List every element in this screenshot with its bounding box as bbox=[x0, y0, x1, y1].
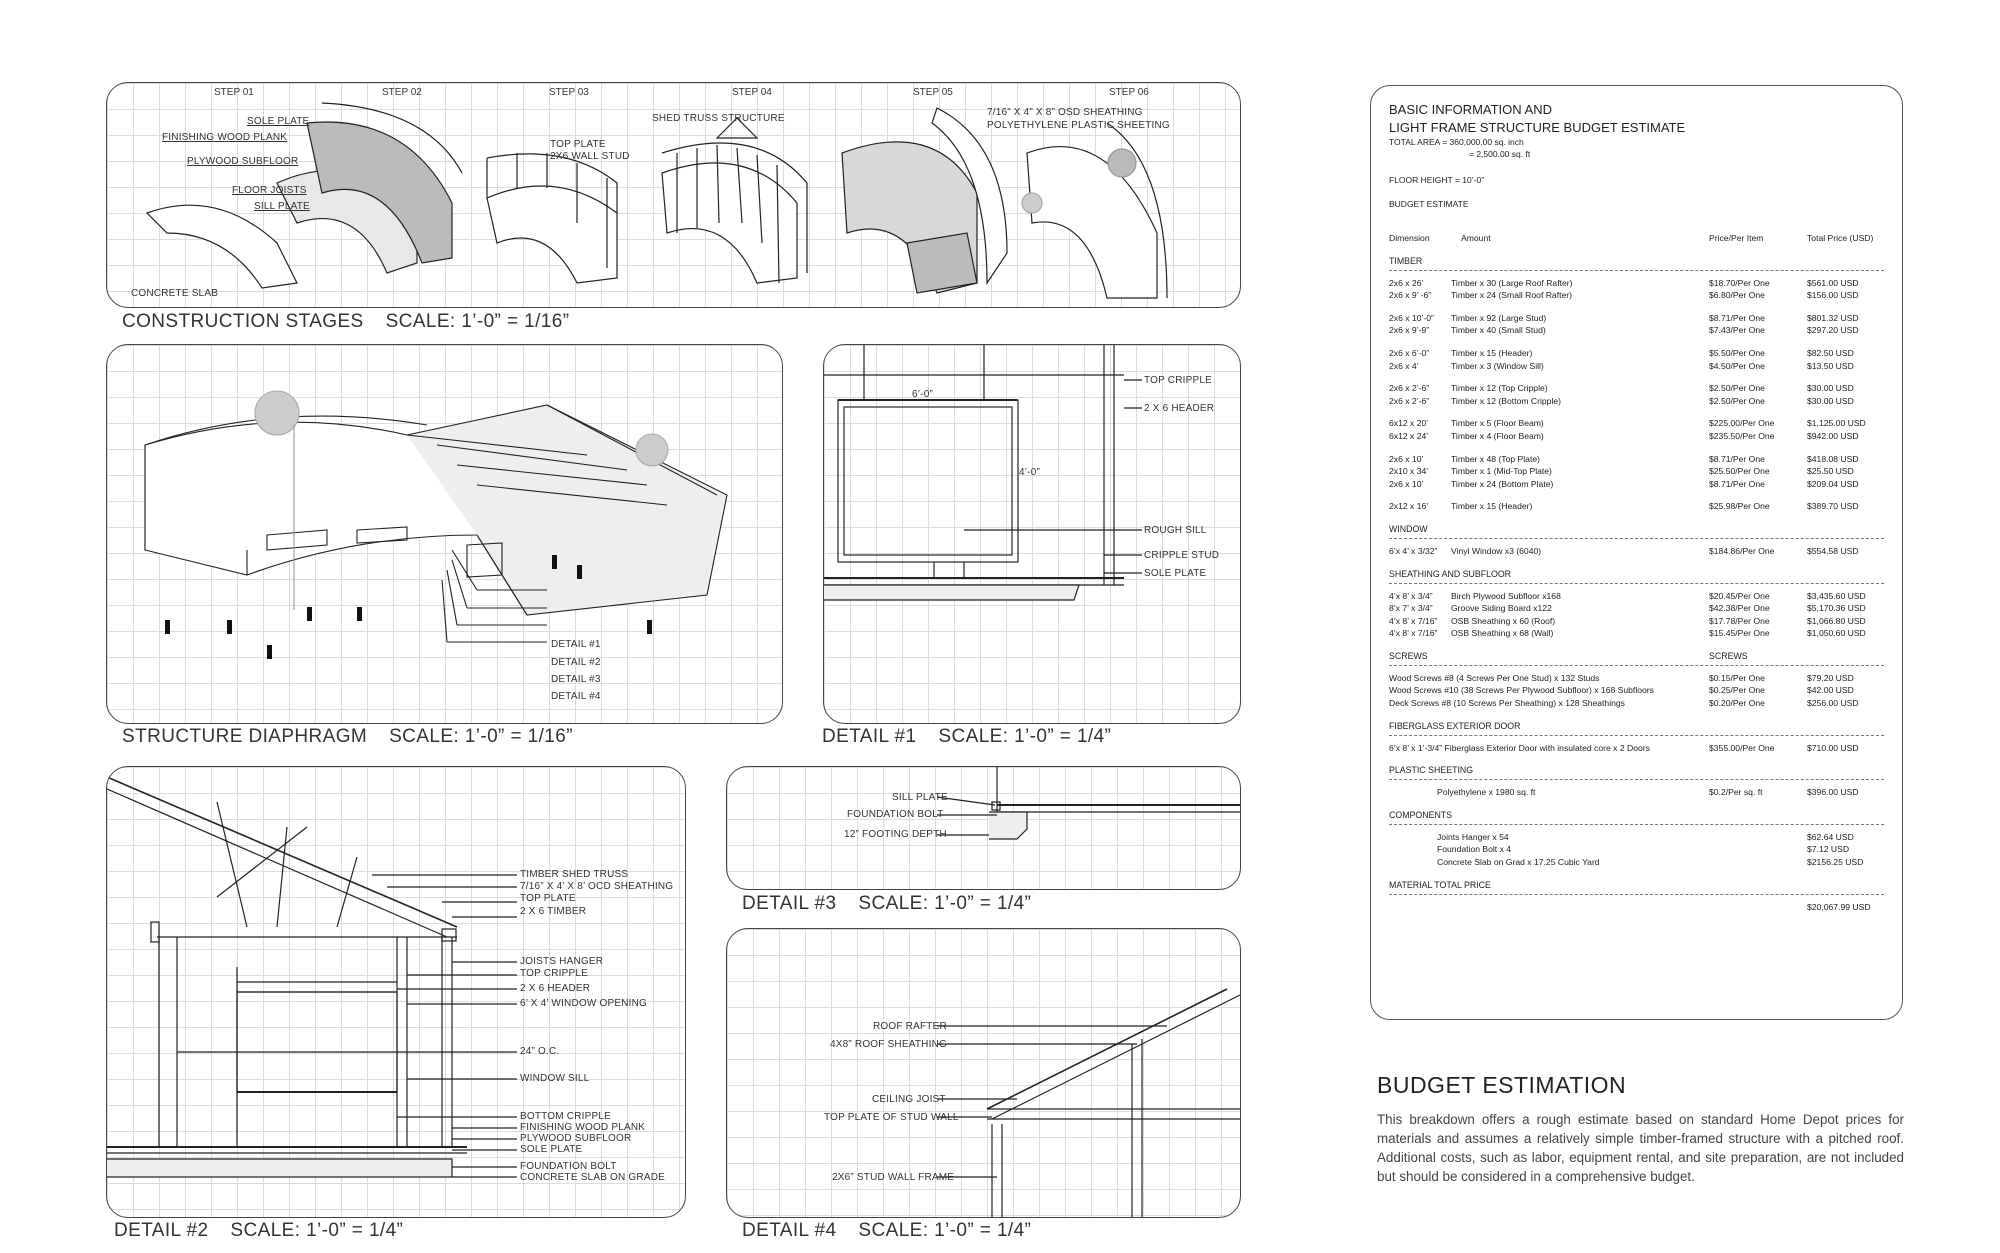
detail-label: SOLE PLATE bbox=[520, 1144, 583, 1155]
section-window: WINDOW bbox=[1389, 523, 1428, 534]
detail-label: 2 X 6 TIMBER bbox=[520, 906, 587, 917]
table-row bbox=[1389, 277, 1884, 290]
detail-4-caption bbox=[742, 1220, 1031, 1242]
detail-4-drawing bbox=[727, 929, 1241, 1218]
col-total: Total Price (USD) bbox=[1807, 233, 1874, 243]
detail-label: 2 X 6 HEADER bbox=[520, 983, 591, 994]
row-price: $5.50/Per One bbox=[1709, 347, 1765, 358]
budget-title-line1: BASIC INFORMATION AND bbox=[1389, 102, 1552, 117]
row-price: $25.50/Per One bbox=[1709, 466, 1770, 477]
detail-label: JOISTS HANGER bbox=[520, 956, 604, 967]
row-total: $79.20 USD bbox=[1807, 672, 1854, 683]
row-amount: Timber x 92 (Large Stud) bbox=[1451, 312, 1547, 323]
construction-stages-panel bbox=[106, 82, 1241, 308]
table-row bbox=[1389, 395, 1884, 408]
detail-label: SILL PLATE bbox=[892, 792, 948, 803]
table-row bbox=[1389, 289, 1884, 302]
row-total: $62.64 USD bbox=[1807, 831, 1854, 842]
caption-title: DETAIL #2 bbox=[114, 1220, 209, 1241]
detail-label: 2 X 6 HEADER bbox=[1144, 403, 1215, 414]
row-price: $0.15/Per One bbox=[1709, 672, 1765, 683]
row-amount: OSB Sheathing x 60 (Roof) bbox=[1451, 615, 1556, 626]
row-total: $82.50 USD bbox=[1807, 347, 1854, 358]
detail-3-caption bbox=[742, 893, 1031, 915]
detail-2-panel bbox=[106, 766, 686, 1218]
caption-title: DETAIL #4 bbox=[742, 1220, 837, 1241]
step-label: STEP 06 bbox=[1109, 87, 1149, 98]
row-dimension: 2x12 x 16’ bbox=[1389, 501, 1429, 512]
detail-label: 4X8” ROOF SHEATHING bbox=[830, 1039, 947, 1050]
detail-label: CRIPPLE STUD bbox=[1144, 550, 1220, 561]
detail-label: FOUNDATION BOLT bbox=[847, 809, 944, 820]
row-total: $256.00 USD bbox=[1807, 698, 1859, 709]
row-total: $209.04 USD bbox=[1807, 478, 1859, 489]
col-amount: Amount bbox=[1461, 233, 1491, 243]
caption-scale: SCALE: 1’-0” = 1/16” bbox=[389, 726, 573, 747]
material-total-row bbox=[1389, 901, 1884, 914]
section-door: FIBERGLASS EXTERIOR DOOR bbox=[1389, 720, 1521, 731]
row-amount: Timber x 1 (Mid-Top Plate) bbox=[1451, 466, 1552, 477]
row-amount: Timber x 12 (Bottom Cripple) bbox=[1451, 395, 1561, 406]
row-price: $42.38/Per One bbox=[1709, 603, 1770, 614]
row-total: $1,050.60 USD bbox=[1807, 628, 1866, 639]
detail-label: TOP CRIPPLE bbox=[520, 968, 588, 979]
row-dimension: 2x6 x 9’-9” bbox=[1389, 325, 1430, 336]
screws-rows bbox=[1389, 672, 1884, 710]
row-price: $225.00/Per One bbox=[1709, 418, 1775, 429]
label-sill-plate: SILL PLATE bbox=[254, 201, 310, 212]
detail-4-panel bbox=[726, 928, 1241, 1218]
screws-label: SCREWS bbox=[1389, 650, 1428, 661]
row-total: $2156.25 USD bbox=[1807, 857, 1864, 868]
row-item: Foundation Bolt x 4 bbox=[1437, 844, 1512, 855]
table-header bbox=[1389, 232, 1884, 245]
row-total: $389.70 USD bbox=[1807, 501, 1859, 512]
sheathing-rows bbox=[1389, 590, 1884, 640]
table-row bbox=[1389, 347, 1884, 360]
row-price: $235.50/Per One bbox=[1709, 430, 1775, 441]
material-total-label: MATERIAL TOTAL PRICE bbox=[1389, 879, 1491, 890]
detail-callout: DETAIL #1 bbox=[551, 639, 601, 650]
row-amount: Timber x 4 (Floor Beam) bbox=[1451, 430, 1544, 441]
budget-estimation-text: This breakdown offers a rough estimate based on standard Home Depot prices for materials and assumes a relatively simple timber-framed structure with a pitched roof. Additional costs, such as labor, equipment rental, and site preparation, are not included but should be considered in a comprehensive budget. bbox=[1377, 1112, 1904, 1184]
label-osd-sheathing: 7/16” X 4” X 8” OSD SHEATHING bbox=[987, 107, 1143, 118]
row-amount: Timber x 24 (Bottom Plate) bbox=[1451, 478, 1554, 489]
row-amount: Vinyl Window x3 (6040) bbox=[1451, 545, 1542, 556]
step-label: STEP 05 bbox=[913, 87, 953, 98]
table-row bbox=[1389, 602, 1884, 615]
row-total: $1,125.00 USD bbox=[1807, 418, 1866, 429]
row-dimension: 2x10 x 34’ bbox=[1389, 466, 1429, 477]
timber-rows bbox=[1389, 277, 1884, 513]
row-total: $942.00 USD bbox=[1807, 430, 1859, 441]
detail-label: CONCRETE SLAB ON GRADE bbox=[520, 1172, 665, 1183]
window-rows bbox=[1389, 545, 1884, 558]
row-price: $184.86/Per One bbox=[1709, 545, 1775, 556]
row-price: $7.43/Per One bbox=[1709, 325, 1765, 336]
row-price: $15.45/Per One bbox=[1709, 628, 1770, 639]
row-price: $8.71/Per One bbox=[1709, 478, 1765, 489]
row-price: $4.50/Per One bbox=[1709, 360, 1765, 371]
table-row bbox=[1389, 590, 1884, 603]
detail-2-caption bbox=[114, 1220, 403, 1242]
table-row bbox=[1389, 478, 1884, 491]
row-dimension: 6x12 x 20’ bbox=[1389, 418, 1429, 429]
detail-label: TOP PLATE OF STUD WALL bbox=[824, 1112, 959, 1123]
row-dimension: 2x6 x 9’ -6” bbox=[1389, 290, 1432, 301]
table-row bbox=[1389, 615, 1884, 628]
construction-caption bbox=[122, 311, 569, 333]
budget-estimate-label: BUDGET ESTIMATE bbox=[1389, 199, 1469, 209]
row-amount: Birch Plywood Subfloor x168 bbox=[1451, 590, 1561, 601]
detail-2-drawing bbox=[107, 767, 686, 1218]
detail-label: 6’ X 4’ WINDOW OPENING bbox=[520, 998, 648, 1009]
row-item: Wood Screws #8 (4 Screws Per One Stud) x 132 Studs bbox=[1389, 672, 1600, 683]
row-item: Concrete Slab on Grad x 17.25 Cubic Yard bbox=[1437, 857, 1600, 868]
row-amount: Timber x 24 (Small Roof Rafter) bbox=[1451, 290, 1572, 301]
dimension-height: 4’-0” bbox=[1019, 467, 1041, 478]
row-item: Joints Hanger x 54 bbox=[1437, 831, 1509, 842]
caption-scale: SCALE: 1’-0” = 1/16” bbox=[385, 311, 570, 332]
dimension-width: 6’-0” bbox=[912, 389, 934, 400]
detail-label: 24” O.C. bbox=[520, 1046, 560, 1057]
table-row bbox=[1389, 742, 1884, 755]
section-screws bbox=[1389, 649, 1884, 663]
step-label: STEP 01 bbox=[214, 87, 254, 98]
label-floor-joists: FLOOR JOISTS bbox=[232, 185, 307, 196]
row-total: $554.58 USD bbox=[1807, 545, 1859, 556]
row-price: $0.25/Per One bbox=[1709, 685, 1765, 696]
table-row bbox=[1389, 684, 1884, 697]
table-row bbox=[1389, 697, 1884, 710]
table-row bbox=[1389, 545, 1884, 558]
detail-label: WINDOW SILL bbox=[520, 1073, 590, 1084]
row-total: $396.00 USD bbox=[1807, 787, 1859, 798]
total-area-sqft: = 2,500.00 sq. ft bbox=[1469, 149, 1531, 159]
caption-title: STRUCTURE DIAPHRAGM bbox=[122, 726, 368, 747]
row-total: $5,170.36 USD bbox=[1807, 603, 1866, 614]
row-total: $297.20 USD bbox=[1807, 325, 1859, 336]
row-dimension: 2x6 x 10’ bbox=[1389, 478, 1424, 489]
row-total: $13.50 USD bbox=[1807, 360, 1854, 371]
row-amount: Timber x 30 (Large Roof Rafter) bbox=[1451, 277, 1573, 288]
row-price: $0.20/Per One bbox=[1709, 698, 1765, 709]
detail-callout: DETAIL #3 bbox=[551, 674, 601, 685]
detail-label: TOP PLATE bbox=[520, 893, 576, 904]
detail-label: TIMBER SHED TRUSS bbox=[520, 869, 629, 880]
row-amount: OSB Sheathing x 68 (Wall) bbox=[1451, 628, 1554, 639]
caption-scale: SCALE: 1’-0” = 1/4” bbox=[230, 1220, 404, 1241]
detail-1-caption bbox=[822, 726, 1111, 748]
step-label: STEP 02 bbox=[382, 87, 422, 98]
row-item: Deck Screws #8 (10 Screws Per Sheathing) x 128 Sheathings bbox=[1389, 698, 1625, 709]
row-price: $6.80/Per One bbox=[1709, 290, 1765, 301]
material-total: $20,067.99 USD bbox=[1807, 901, 1871, 912]
detail-callout: DETAIL #2 bbox=[551, 657, 601, 668]
section-components: COMPONENTS bbox=[1389, 809, 1453, 820]
row-dimension: 4’x 8’ x 7/16” bbox=[1389, 615, 1438, 626]
detail-label: BOTTOM CRIPPLE bbox=[520, 1111, 611, 1122]
detail-label: FINISHING WOOD PLANK bbox=[520, 1122, 646, 1133]
row-total: $3,435.60 USD bbox=[1807, 590, 1866, 601]
structure-caption bbox=[122, 726, 573, 748]
table-row bbox=[1389, 417, 1884, 430]
detail-label: 2X6” STUD WALL FRAME bbox=[832, 1172, 955, 1183]
row-total: $156.00 USD bbox=[1807, 290, 1859, 301]
label-poly-sheeting: POLYETHYLENE PLASTIC SHEETING bbox=[987, 120, 1170, 131]
row-price: $18.70/Per One bbox=[1709, 277, 1770, 288]
row-item: Polyethylene x 1980 sq. ft bbox=[1437, 787, 1536, 798]
row-dimension: 2x6 x 26’ bbox=[1389, 277, 1424, 288]
row-amount: Timber x 48 (Top Plate) bbox=[1451, 453, 1540, 464]
row-price: $2.50/Per One bbox=[1709, 383, 1765, 394]
row-price: $2.50/Per One bbox=[1709, 395, 1765, 406]
table-row bbox=[1389, 382, 1884, 395]
section-plastic: PLASTIC SHEETING bbox=[1389, 765, 1474, 776]
row-dimension: 2x6 x 6’-0” bbox=[1389, 347, 1430, 358]
row-dimension: 2x6 x 2’-6” bbox=[1389, 395, 1430, 406]
caption-scale: SCALE: 1’-0” = 1/4” bbox=[858, 1220, 1032, 1241]
label-finishing-wood-plank: FINISHING WOOD PLANK bbox=[162, 132, 288, 143]
col-dimension: Dimension bbox=[1389, 233, 1430, 243]
caption-title: DETAIL #3 bbox=[742, 893, 837, 914]
budget-title-line2: LIGHT FRAME STRUCTURE BUDGET ESTIMATE bbox=[1389, 120, 1686, 135]
row-total: $30.00 USD bbox=[1807, 383, 1854, 394]
row-amount: Timber x 5 (Floor Beam) bbox=[1451, 418, 1544, 429]
row-total: $25.50 USD bbox=[1807, 466, 1854, 477]
caption-scale: SCALE: 1’-0” = 1/4” bbox=[858, 893, 1032, 914]
row-total: $42.00 USD bbox=[1807, 685, 1854, 696]
row-price: $8.71/Per One bbox=[1709, 453, 1765, 464]
caption-title: CONSTRUCTION STAGES bbox=[122, 311, 364, 332]
label-shed-truss: SHED TRUSS STRUCTURE bbox=[652, 113, 785, 124]
step-label: STEP 04 bbox=[732, 87, 772, 98]
floor-height: FLOOR HEIGHT = 10’-0” bbox=[1389, 175, 1485, 185]
label-sole-plate: SOLE PLATE bbox=[247, 116, 310, 127]
detail-label: ROOF RAFTER bbox=[873, 1021, 947, 1032]
detail-callout: DETAIL #4 bbox=[551, 691, 601, 702]
section-timber: TIMBER bbox=[1389, 255, 1423, 266]
row-dimension: 2x6 x 4’ bbox=[1389, 360, 1419, 371]
screws-col-label: SCREWS bbox=[1709, 650, 1748, 661]
row-price: $0.2/Per sq. ft bbox=[1709, 787, 1763, 798]
table-row bbox=[1389, 627, 1884, 640]
row-total: $710.00 USD bbox=[1807, 742, 1859, 753]
detail-label: 12” FOOTING DEPTH bbox=[844, 829, 947, 840]
table-row bbox=[1389, 500, 1884, 513]
row-item: Wood Screws #10 (38 Screws Per Plywood Subfloor) x 168 Subfloors bbox=[1389, 685, 1654, 696]
step-label: STEP 03 bbox=[549, 87, 589, 98]
col-price: Price/Per Item bbox=[1709, 233, 1764, 243]
label-wall-stud: 2X6 WALL STUD bbox=[550, 151, 630, 162]
row-price: $20.45/Per One bbox=[1709, 590, 1770, 601]
table-row bbox=[1389, 312, 1884, 325]
detail-label: TOP CRIPPLE bbox=[1144, 375, 1212, 386]
row-dimension: 4’x 8’ x 7/16” bbox=[1389, 628, 1438, 639]
detail-label: FOUNDATION BOLT bbox=[520, 1161, 617, 1172]
caption-scale: SCALE: 1’-0” = 1/4” bbox=[938, 726, 1112, 747]
row-dimension: 8’x 7’ x 3/4” bbox=[1389, 603, 1433, 614]
detail-3-panel bbox=[726, 766, 1241, 890]
table-row bbox=[1389, 856, 1884, 869]
row-total: $30.00 USD bbox=[1807, 395, 1854, 406]
table-row bbox=[1389, 843, 1884, 856]
row-amount: Groove Siding Board x122 bbox=[1451, 603, 1552, 614]
table-row bbox=[1389, 831, 1884, 844]
detail-1-panel bbox=[823, 344, 1241, 724]
row-total: $418.08 USD bbox=[1807, 453, 1859, 464]
row-amount: Timber x 3 (Window Sill) bbox=[1451, 360, 1544, 371]
row-dimension: 2x6 x 2’-6” bbox=[1389, 383, 1430, 394]
total-area: TOTAL AREA = 360,000.00 sq. inch bbox=[1389, 137, 1524, 147]
row-total: $561.00 USD bbox=[1807, 277, 1859, 288]
components-rows bbox=[1389, 831, 1884, 869]
label-concrete-slab: CONCRETE SLAB bbox=[131, 288, 219, 299]
row-dimension: 2x6 x 10’-0” bbox=[1389, 312, 1434, 323]
row-price: $355.00/Per One bbox=[1709, 742, 1775, 753]
table-row bbox=[1389, 786, 1884, 799]
table-row bbox=[1389, 465, 1884, 478]
row-amount: Timber x 40 (Small Stud) bbox=[1451, 325, 1546, 336]
row-total: $7.12 USD bbox=[1807, 844, 1850, 855]
table-row bbox=[1389, 453, 1884, 466]
detail-label: ROUGH SILL bbox=[1144, 525, 1207, 536]
table-row bbox=[1389, 360, 1884, 373]
row-total: $801.32 USD bbox=[1807, 312, 1859, 323]
row-price: $25.98/Per One bbox=[1709, 501, 1770, 512]
row-price: $17.78/Per One bbox=[1709, 615, 1770, 626]
label-top-plate: TOP PLATE bbox=[550, 139, 606, 150]
detail-label: SOLE PLATE bbox=[1144, 568, 1207, 579]
budget-table bbox=[1370, 85, 1903, 1020]
label-plywood-subfloor: PLYWOOD SUBFLOOR bbox=[187, 156, 299, 167]
row-dimension: 2x6 x 10’ bbox=[1389, 453, 1424, 464]
row-amount: Timber x 15 (Header) bbox=[1451, 347, 1533, 358]
caption-title: DETAIL #1 bbox=[822, 726, 917, 747]
row-dimension: 6x12 x 24’ bbox=[1389, 430, 1429, 441]
row-dimension: 4’x 8’ x 3/4” bbox=[1389, 590, 1433, 601]
row-amount: Timber x 12 (Top Cripple) bbox=[1451, 383, 1548, 394]
row-price: $8.71/Per One bbox=[1709, 312, 1765, 323]
table-row bbox=[1389, 672, 1884, 685]
detail-label: CEILING JOIST bbox=[872, 1094, 946, 1105]
table-row bbox=[1389, 430, 1884, 443]
detail-3-drawing bbox=[727, 767, 1241, 890]
detail-label: 7/16” X 4’ X 8’ OCD SHEATHING bbox=[520, 881, 674, 892]
row-amount: Timber x 15 (Header) bbox=[1451, 501, 1533, 512]
structure-diaphragm-drawing bbox=[107, 345, 783, 724]
row-total: $1,066.80 USD bbox=[1807, 615, 1866, 626]
row-dimension: 6’x 4’ x 3/32” bbox=[1389, 545, 1438, 556]
row-item: 6’x 8’ x 1’-3/4” Fiberglass Exterior Door with insulated core x 2 Doors bbox=[1389, 742, 1650, 753]
detail-label: PLYWOOD SUBFLOOR bbox=[520, 1133, 632, 1144]
budget-estimation-heading: BUDGET ESTIMATION bbox=[1377, 1072, 1627, 1098]
table-row bbox=[1389, 324, 1884, 337]
section-sheathing: SHEATHING AND SUBFLOOR bbox=[1389, 568, 1512, 579]
structure-diaphragm-panel bbox=[106, 344, 783, 724]
